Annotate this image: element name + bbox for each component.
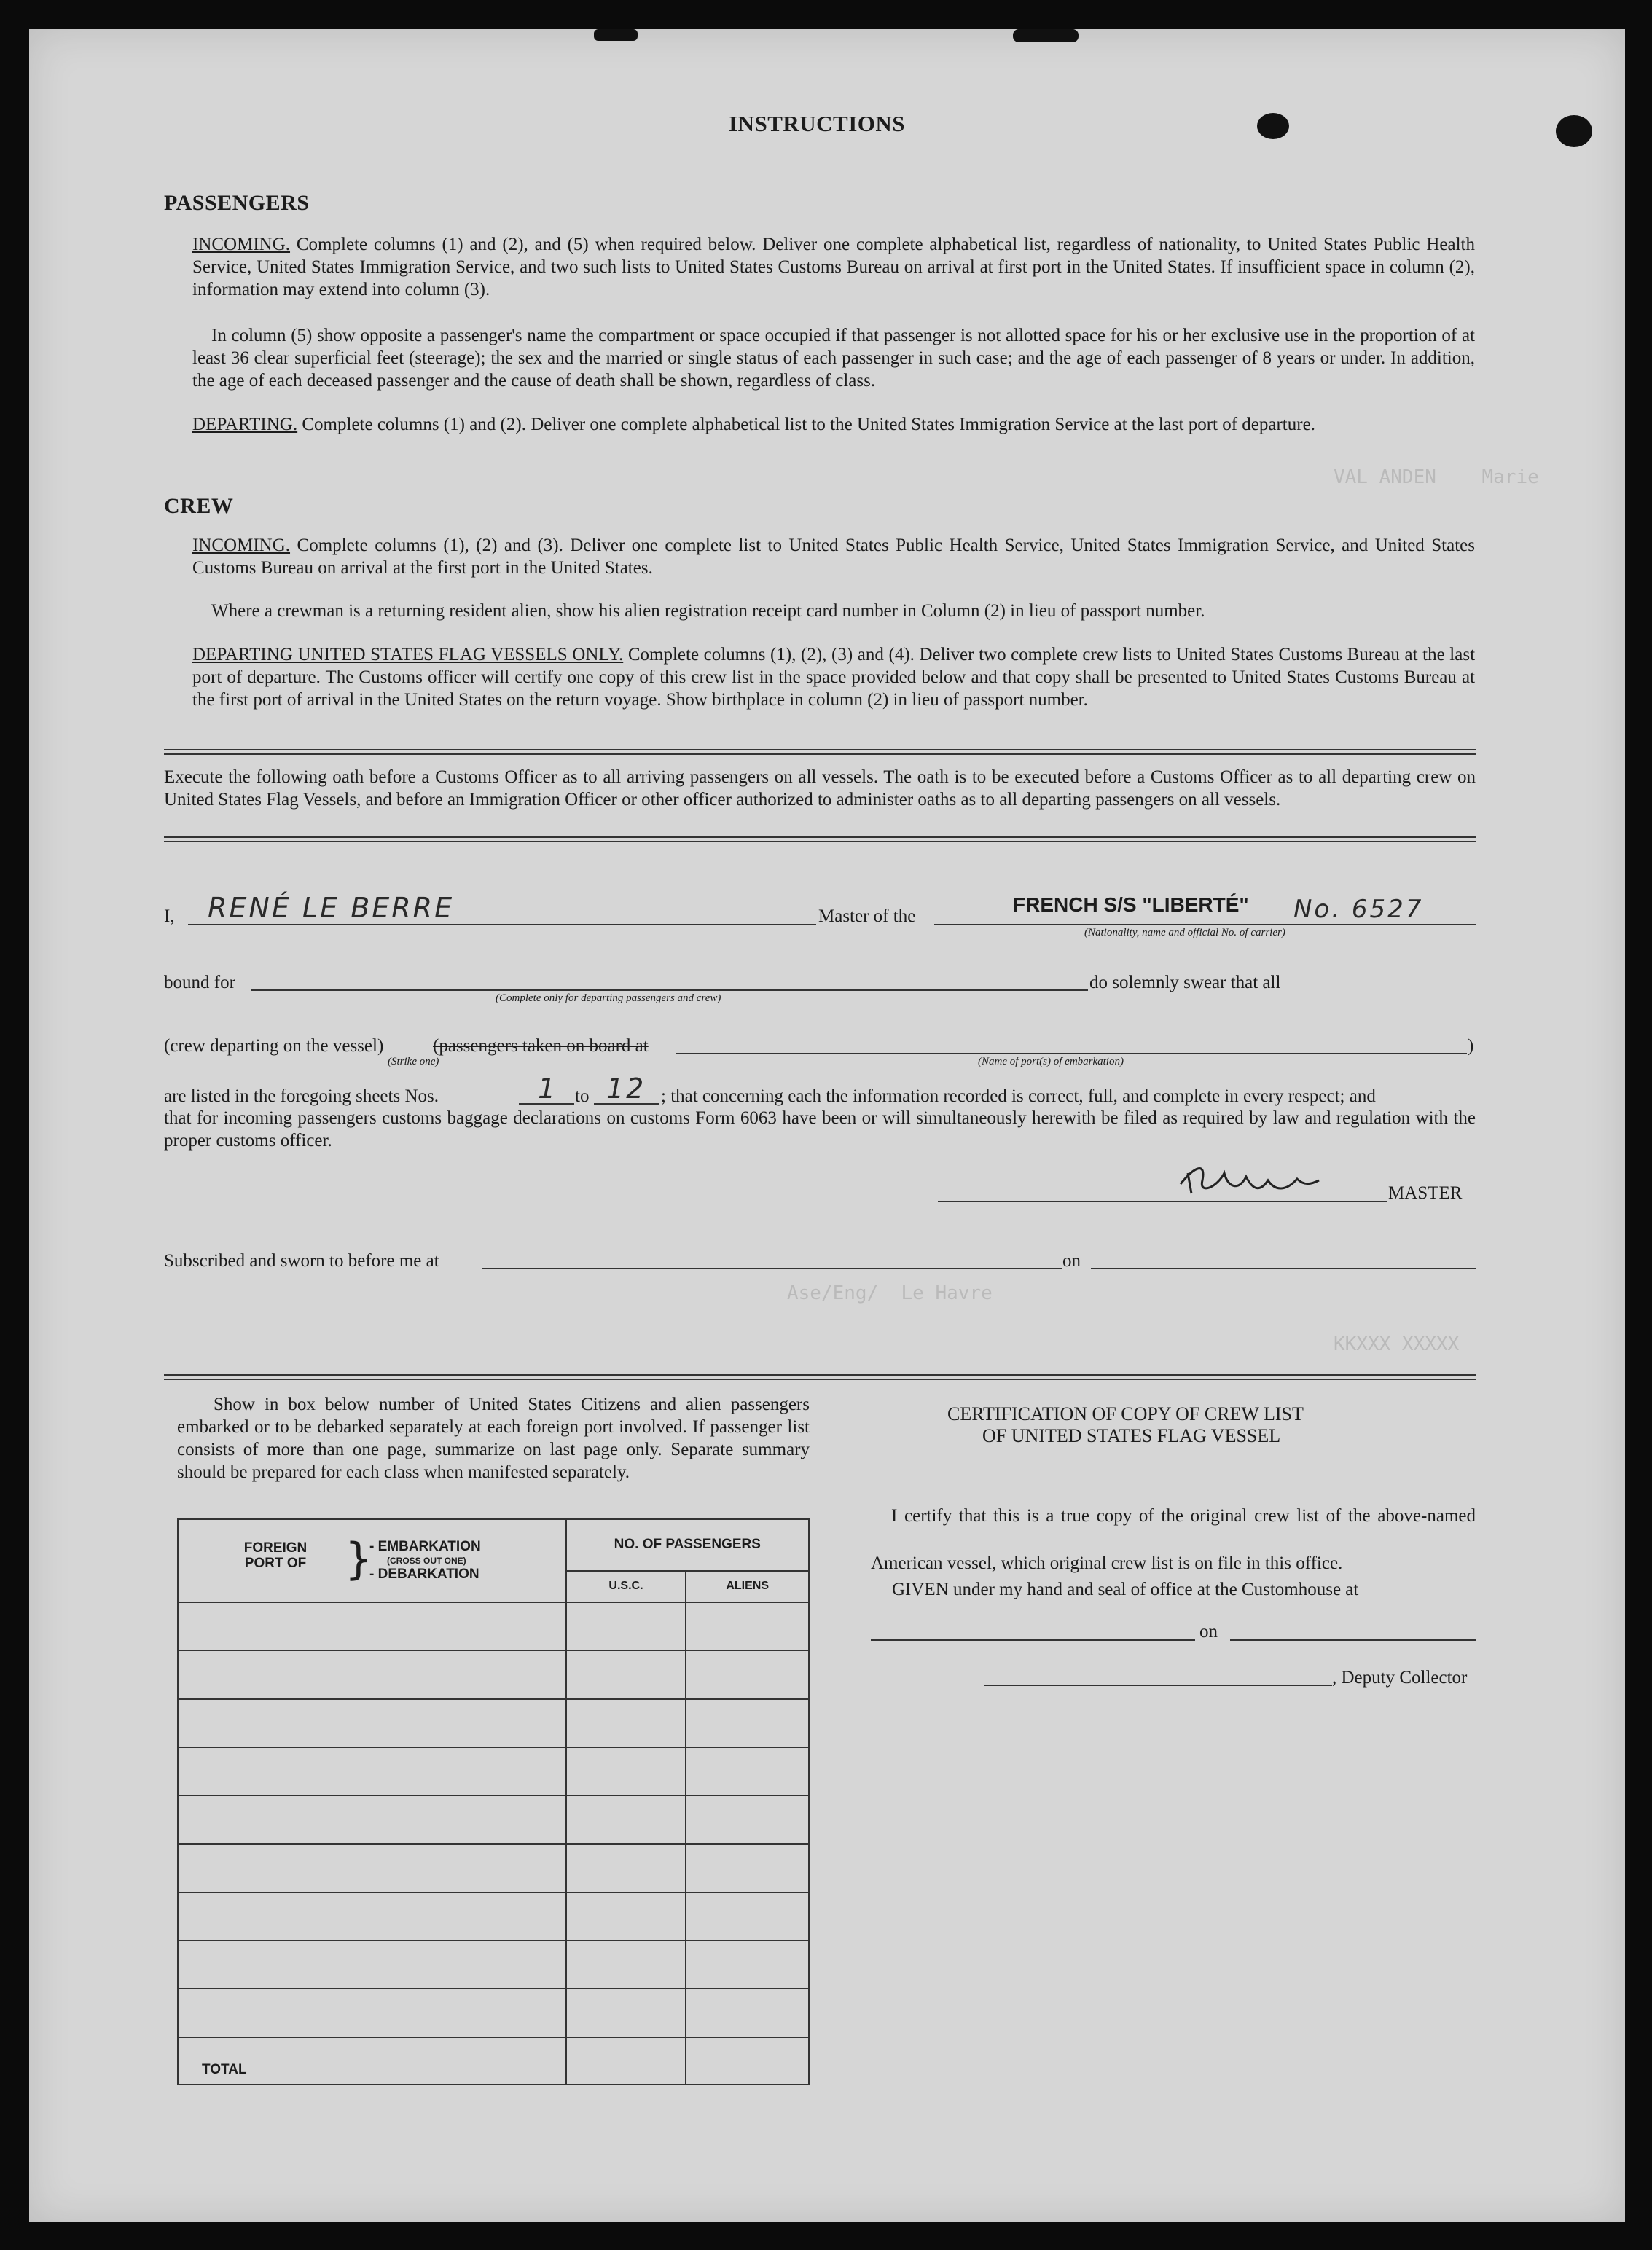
vessel-name: FRENCH S/S "LIBERTÉ": [1013, 893, 1249, 916]
passengers-incoming-text: Complete columns (1) and (2), and (5) when required below. Deliver one complete alphabetical list, regardless of nationality, to United States Public Health Service, United States Immigration Service, and two such lists to United States Customs Bureau on arrival at first port in the United States. If insufficient space in column (2), information may extend into column (3).: [192, 235, 1475, 299]
usc-total-cell[interactable]: [566, 2037, 686, 2085]
table-row: [178, 1795, 809, 1843]
aliens-cell[interactable]: [686, 1602, 809, 1650]
crew-incoming-label: INCOMING.: [192, 536, 291, 555]
certification-title-line1: CERTIFICATION OF COPY OF CREW LIST: [947, 1403, 1304, 1424]
certification-date-line: [1230, 1639, 1476, 1641]
oath-divider: [164, 836, 1476, 842]
foreign-port-label: FOREIGN PORT OF: [243, 1540, 308, 1571]
cross-out-label: (CROSS OUT ONE): [387, 1556, 466, 1566]
subscribed-at-line: [482, 1268, 1062, 1269]
port-cell[interactable]: [178, 1747, 566, 1795]
total-row: [178, 2037, 809, 2085]
passenger-summary-table: [177, 1518, 810, 2085]
subscribed-on-line: [1091, 1268, 1476, 1269]
aliens-cell[interactable]: [686, 1892, 809, 1940]
oath-intro-paragraph: Execute the following oath before a Customs Officer as to all arriving passengers on all vessels. The oath is to be executed before a Customs Officer as to all departing crew on United States Flag Vessels, and before an Immigration Officer or other officer authorized to administer oaths as to all departing passengers on all vessels.: [164, 767, 1476, 810]
scan-blot: [1556, 115, 1592, 147]
summary-instructions: Show in box below number of United States Citizens and alien passengers embarked or to be debarked separately at each foreign port involved. If passenger list consists of more than one page, summarize on last page only. Separate summary should be prepared for each class when manifested separately.: [177, 1395, 810, 1482]
master-of-label: Master of the: [818, 906, 916, 926]
subscribed-label: Subscribed and sworn to before me at: [164, 1251, 439, 1271]
usc-cell[interactable]: [566, 1699, 686, 1747]
deputy-collector-line: [984, 1685, 1332, 1686]
bleed-through: KKXXX XXXXX: [1334, 1333, 1460, 1355]
usc-cell[interactable]: [566, 1844, 686, 1892]
to-label: to: [575, 1086, 590, 1106]
port-cell[interactable]: [178, 1699, 566, 1747]
crew-incoming-paragraph: [192, 534, 1475, 579]
passengers-taken-label: (passengers taken on board at: [433, 1036, 649, 1056]
vessel-number-handwritten: No. 6527: [1293, 895, 1424, 924]
brace-icon: }: [345, 1534, 373, 1585]
master-signature-line: [938, 1201, 1387, 1202]
no-of-passengers-header: NO. OF PASSENGERS: [566, 1519, 809, 1571]
port-cell[interactable]: [178, 1844, 566, 1892]
table-row: [178, 1940, 809, 1988]
crew-departing-paragraph: [192, 643, 1475, 711]
bleed-through: Ase/Eng/ Le Havre: [787, 1282, 993, 1304]
port-cell[interactable]: [178, 1602, 566, 1650]
crew-crewman-paragraph: Where a crewman is a returning resident alien, show his alien registration receipt card number in Column (2) in lieu of passport number.: [211, 601, 1205, 621]
page-title: INSTRUCTIONS: [729, 111, 906, 136]
close-paren: ): [1468, 1036, 1474, 1056]
usc-cell[interactable]: [566, 1940, 686, 1988]
passengers-incoming-label: INCOMING.: [192, 235, 291, 254]
table-row: [178, 1699, 809, 1747]
debarkation-label: - DEBARKATION: [369, 1567, 479, 1582]
lower-divider: [164, 1374, 1476, 1380]
crew-incoming-text: Complete columns (1), (2) and (3). Deliver one complete list to United States Public Health Service, United States Immigration Service, and United States Customs Bureau on arrival at the first port in the United States.: [192, 536, 1475, 578]
crew-departing-text: Complete columns (1), (2), (3) and (4). Deliver two complete crew lists to United States Customs Bureau at the last port of departure. The Customs officer will certify one copy of this crew list in the space provided below and that copy shall be presented to United States Customs Bureau at the first port of arrival in the United States on the return voyage. Show birthplace in column (2) in lieu of passport number.: [192, 645, 1476, 710]
aliens-header: ALIENS: [686, 1571, 809, 1602]
usc-cell[interactable]: [566, 1747, 686, 1795]
aliens-total-cell[interactable]: [686, 2037, 809, 2085]
table-row: [178, 1988, 809, 2037]
table-row: [178, 1844, 809, 1892]
usc-cell[interactable]: [566, 1795, 686, 1843]
table-row: [178, 1650, 809, 1698]
scan-blot: [1257, 113, 1289, 139]
passengers-incoming-paragraph: [192, 233, 1475, 301]
customhouse-line: [871, 1639, 1195, 1641]
master-name-handwritten: RENÉ LE BERRE: [208, 892, 455, 924]
passengers-heading: PASSENGERS: [164, 191, 310, 215]
certification-on-label: on: [1199, 1622, 1218, 1642]
section-divider: [164, 749, 1476, 755]
port-caption: (Name of port(s) of embarkation): [978, 1056, 1124, 1067]
crew-departing-label: DEPARTING UNITED STATES FLAG VESSELS ONLY.: [192, 645, 624, 665]
certification-given: GIVEN under my hand and seal of office at the Customhouse at: [892, 1580, 1359, 1599]
port-cell[interactable]: [178, 1940, 566, 1988]
oath-i-label: I,: [164, 906, 175, 926]
listed-paragraph-cont: that for incoming passengers customs baggage declarations on customs Form 6063 have been or will simultaneously herewith be filed as required by law and regulation with the proper customs officer.: [164, 1108, 1476, 1151]
passengers-departing-paragraph: [192, 413, 1475, 436]
bound-for-label: bound for: [164, 973, 235, 992]
listed-rest: ; that concerning each the information recorded is correct, full, and complete in every respect; and: [661, 1086, 1376, 1106]
port-cell[interactable]: [178, 1988, 566, 2037]
certification-text: I certify that this is a true copy of the original crew list of the above-named American vessel, which original crew list is on file in this office.: [871, 1506, 1476, 1573]
deputy-collector-label: , Deputy Collector: [1332, 1668, 1468, 1688]
passengers-column5-paragraph: In column (5) show opposite a passenger's name the compartment or space occupied if that passenger is not allotted space for his or her exclusive use in the proportion of at least 36 clear superficial feet (steerage); the sex and the married or single status of each passenger in such case; and the age of each passenger of 8 years or under. In addition, the age of each deceased passenger and the cause of death shall be shown, regardless of class.: [192, 326, 1475, 391]
aliens-cell[interactable]: [686, 1795, 809, 1843]
port-cell[interactable]: [178, 1650, 566, 1698]
aliens-cell[interactable]: [686, 1747, 809, 1795]
total-label-cell: [178, 2037, 566, 2085]
passengers-departing-label: DEPARTING.: [192, 415, 298, 434]
passengers-departing-text: Complete columns (1) and (2). Deliver one complete alphabetical list to the United States Immigration Service at the last port of departure.: [302, 415, 1315, 434]
usc-cell[interactable]: [566, 1988, 686, 2037]
embarkation-label: - EMBARKATION: [369, 1539, 481, 1554]
total-label: TOTAL: [202, 2062, 247, 2077]
vessel-line: [934, 924, 1476, 925]
scan-blot: [1013, 29, 1079, 42]
aliens-cell[interactable]: [686, 1844, 809, 1892]
subscribed-on-label: on: [1062, 1251, 1081, 1271]
bound-for-line: [251, 989, 1088, 991]
sheet-from-handwritten: 1: [538, 1073, 558, 1105]
port-cell[interactable]: [178, 1892, 566, 1940]
usc-cell[interactable]: [566, 1650, 686, 1698]
scan-blot: [594, 29, 638, 41]
foreign-port-header: [178, 1519, 566, 1602]
table-row: [178, 1892, 809, 1940]
usc-cell[interactable]: [566, 1602, 686, 1650]
master-name-line: [188, 924, 816, 925]
usc-cell[interactable]: [566, 1892, 686, 1940]
table-row: [178, 1602, 809, 1650]
bound-for-caption: (Complete only for departing passengers and crew): [496, 992, 721, 1004]
sheet-to-handwritten: 12: [606, 1073, 646, 1105]
table-row: [178, 1747, 809, 1795]
port-cell[interactable]: [178, 1795, 566, 1843]
master-label: MASTER: [1388, 1183, 1463, 1203]
crew-heading: CREW: [164, 494, 234, 518]
aliens-cell[interactable]: [686, 1699, 809, 1747]
certification-title-line2: OF UNITED STATES FLAG VESSEL: [982, 1425, 1281, 1446]
vessel-caption: (Nationality, name and official No. of carrier): [1084, 927, 1285, 938]
crew-departing-label: (crew departing on the vessel): [164, 1036, 384, 1056]
usc-header: U.S.C.: [566, 1571, 686, 1602]
aliens-cell[interactable]: [686, 1988, 809, 2037]
listed-label: are listed in the foregoing sheets Nos.: [164, 1086, 439, 1106]
aliens-cell[interactable]: [686, 1940, 809, 1988]
strike-one-caption: (Strike one): [388, 1056, 439, 1067]
aliens-cell[interactable]: [686, 1650, 809, 1698]
bleed-through: VAL ANDEN Marie: [1334, 466, 1539, 488]
port-embarkation-line: [676, 1053, 1467, 1054]
swear-label: do solemnly swear that all: [1089, 973, 1281, 992]
